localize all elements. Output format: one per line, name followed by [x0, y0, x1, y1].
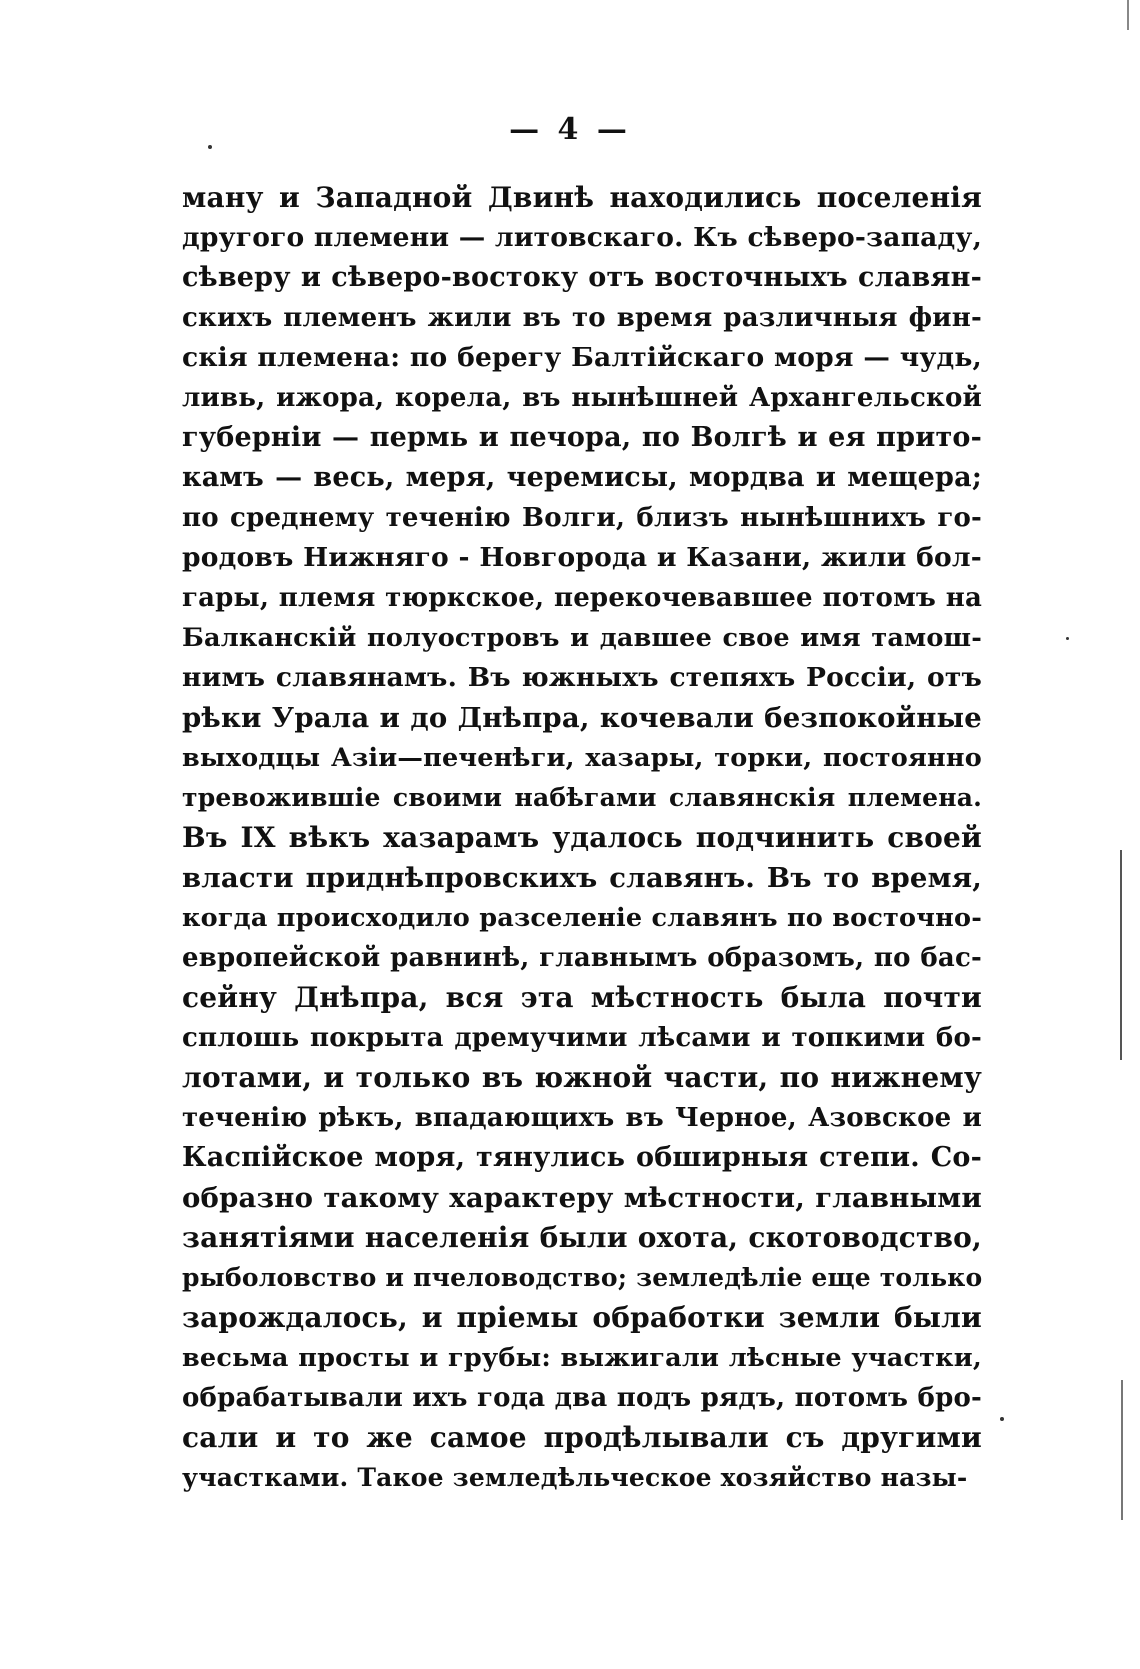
text-line: когда происходило разселеніе славянъ по восточно- — [182, 903, 982, 933]
text-line: родовъ Нижняго - Новгорода и Казани, жили бол- — [182, 542, 982, 573]
text-line: Балканскій полуостровъ и давшее свое имя тамош- — [182, 623, 982, 653]
text-line: лотами, и только въ южной части, по нижнему — [182, 1061, 982, 1094]
text-line: зарождалось, и пріемы обработки земли были — [182, 1301, 982, 1334]
text-line: весьма просты и грубы: выжигали лѣсные участки, — [182, 1343, 982, 1373]
scan-artifact-dot — [1066, 637, 1069, 640]
scan-artifact-line — [1120, 850, 1122, 1060]
text-line: гары, племя тюркское, перекочевавшее потомъ на — [182, 583, 982, 613]
text-line: обрабатывали ихъ года два подъ рядъ, потомъ бро- — [182, 1383, 982, 1413]
text-line: камъ — весь, меря, черемисы, мордва и мещера; — [182, 462, 982, 493]
text-line: сплошь покрыта дремучими лѣсами и топкими бо- — [182, 1023, 982, 1053]
text-line: участками. Такое земледѣльческое хозяйство назы- — [182, 1463, 968, 1492]
text-line: рѣки Урала и до Днѣпра, кочевали безпокойные — [182, 702, 982, 734]
text-line: нимъ славянамъ. Въ южныхъ степяхъ Россіи, отъ — [182, 662, 982, 693]
page-number: — 4 — — [509, 112, 631, 147]
text-line: другого племени — литовскаго. Къ сѣверо-западу, — [182, 222, 982, 253]
text-line: Каспійское моря, тянулись обширныя степи. Со- — [182, 1142, 982, 1173]
text-line: власти приднѣпровскихъ славянъ. Въ то время, — [182, 862, 982, 894]
text-line: сейну Днѣпра, вся эта мѣстность была почти — [182, 981, 982, 1014]
text-line: ливь, ижора, корела, въ нынѣшней Архангельской — [182, 383, 982, 413]
text-line: скихъ племенъ жили въ то время различныя фин- — [182, 303, 982, 333]
scan-artifact-line — [1127, 0, 1129, 30]
text-line: скія племена: по берегу Балтійскаго моря — чудь, — [182, 342, 982, 373]
scan-artifact-dot — [208, 145, 212, 149]
text-line: рыболовство и пчеловодство; земледѣліе еще только — [182, 1263, 983, 1292]
text-line: Въ IX вѣкъ хазарамъ удалось подчинить своей — [182, 821, 982, 854]
text-line: европейской равнинѣ, главнымъ образомъ, по бас- — [182, 943, 982, 973]
text-line: губерніи — пермь и печора, по Волгѣ и ея прито- — [182, 422, 982, 453]
text-line: теченію рѣкъ, впадающихъ въ Черное, Азовское и — [182, 1103, 982, 1133]
text-line: сали и то же самое продѣлывали съ другими — [182, 1421, 982, 1454]
text-line: образно такому характеру мѣстности, главными — [182, 1182, 982, 1214]
text-line: сѣверу и сѣверо-востоку отъ восточныхъ славян- — [182, 262, 982, 293]
text-line: ману и Западной Двинѣ находились поселенія — [182, 181, 982, 214]
body-text — [182, 178, 982, 1498]
text-line: выходцы Азіи—печенѣги, хазары, торки, постоянно — [182, 743, 982, 773]
scan-artifact-line — [1121, 1380, 1123, 1520]
text-line: по среднему теченію Волги, близъ нынѣшнихъ го- — [182, 503, 982, 533]
scan-artifact-dot — [1000, 1417, 1004, 1421]
text-line: занятіями населенія были охота, скотоводство, — [182, 1221, 982, 1254]
text-line: тревожившіе своими набѣгами славянскія племена. — [182, 783, 982, 812]
